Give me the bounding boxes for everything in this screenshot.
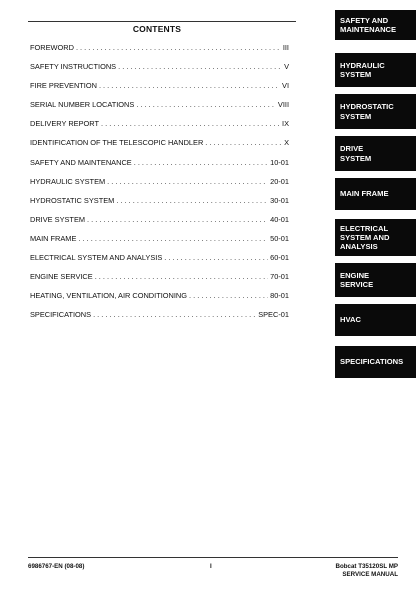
document-number: 6986767-EN (08-08) (28, 563, 85, 570)
toc-entry-page: VI (282, 81, 289, 91)
tab-main-frame[interactable]: MAIN FRAME (335, 178, 416, 210)
contents-heading: CONTENTS (132, 24, 182, 34)
tab-engine-service[interactable]: ENGINE SERVICE (335, 263, 416, 297)
toc-entry[interactable] (30, 215, 289, 234)
toc-entry-page: IX (282, 119, 289, 129)
toc-entry-page: X (284, 138, 289, 148)
toc-entry-title: MAIN FRAME (30, 233, 77, 243)
toc-entry-title: DELIVERY REPORT (30, 119, 100, 129)
toc-leader-dots (205, 138, 282, 147)
toc-leader-dots (78, 234, 268, 243)
toc-entry-page: 50-01 (270, 233, 289, 243)
toc-leader-dots (189, 291, 268, 300)
section-tabs (335, 0, 416, 589)
toc-leader-dots (164, 253, 268, 262)
toc-leader-dots (95, 272, 268, 281)
toc-entry-title: SERIAL NUMBER LOCATIONS (30, 100, 135, 110)
toc-entry-title: SPECIFICATIONS (30, 310, 92, 320)
toc-entry[interactable] (30, 81, 289, 100)
toc-leader-dots (118, 62, 282, 71)
toc-leader-dots (76, 43, 281, 52)
tab-hydraulic-system[interactable]: HYDRAULIC SYSTEM (335, 53, 416, 87)
toc-entry[interactable] (30, 310, 289, 329)
toc-entry-page: 70-01 (270, 272, 289, 282)
header-rule (28, 21, 296, 22)
toc-entry[interactable] (30, 177, 289, 196)
toc-leader-dots (136, 100, 276, 109)
toc-entry[interactable] (30, 234, 289, 253)
toc-entry-page: SPEC-01 (258, 310, 289, 320)
page-number: I (210, 563, 212, 570)
toc-entry-page: 20-01 (270, 176, 289, 186)
toc-entry-page: VIII (277, 100, 289, 110)
toc-entry-page: III (282, 43, 289, 52)
toc-entry-title: ELECTRICAL SYSTEM AND ANALYSIS (30, 253, 163, 263)
tab-electrical-system-and-analysis[interactable]: ELECTRICAL SYSTEM AND ANALYSIS (335, 219, 416, 256)
toc-entry[interactable] (30, 138, 289, 157)
toc-entry-title: HYDRAULIC SYSTEM (30, 176, 106, 186)
tab-drive-system[interactable]: DRIVE SYSTEM (335, 136, 416, 171)
toc-entry[interactable] (30, 62, 289, 81)
toc-entry-title: IDENTIFICATION OF THE TELESCOPIC HANDLER (30, 138, 204, 148)
toc-entry-title: FOREWORD (30, 43, 74, 52)
toc-entry-title: FIRE PREVENTION (30, 81, 97, 91)
toc-entry-page: 10-01 (270, 157, 289, 167)
toc-leader-dots (93, 310, 256, 319)
toc-entry[interactable] (30, 253, 289, 272)
toc-leader-dots (99, 81, 280, 90)
tab-hvac[interactable]: HVAC (335, 304, 416, 336)
table-of-contents (30, 43, 289, 329)
toc-entry-title: SAFETY AND MAINTENANCE (30, 157, 132, 167)
toc-entry-title: HEATING, VENTILATION, AIR CONDITIONING (30, 291, 187, 301)
footer-rule (28, 557, 398, 558)
toc-leader-dots (87, 215, 268, 224)
toc-leader-dots (107, 177, 268, 186)
toc-entry-page: 30-01 (270, 195, 289, 205)
toc-entry-title: SAFETY INSTRUCTIONS (30, 62, 117, 72)
toc-entry-page: V (284, 62, 289, 72)
toc-entry-page: 40-01 (270, 214, 289, 224)
toc-entry[interactable] (30, 291, 289, 310)
toc-entry[interactable] (30, 100, 289, 119)
toc-entry-page: 80-01 (270, 291, 289, 301)
toc-entry[interactable] (30, 43, 289, 62)
tab-hydrostatic-system[interactable]: HYDROSTATIC SYSTEM (335, 94, 416, 129)
toc-entry-page: 60-01 (270, 253, 289, 263)
toc-entry[interactable] (30, 158, 289, 177)
tab-safety-and-maintenance[interactable]: SAFETY AND MAINTENANCE (335, 10, 416, 40)
toc-entry-title: HYDROSTATIC SYSTEM (30, 195, 115, 205)
toc-entry[interactable] (30, 196, 289, 215)
toc-entry[interactable] (30, 272, 289, 291)
toc-entry-title: DRIVE SYSTEM (30, 214, 86, 224)
toc-leader-dots (116, 196, 268, 205)
toc-entry[interactable] (30, 119, 289, 138)
toc-leader-dots (101, 119, 280, 128)
manual-model: Bobcat T35120SL MP SERVICE MANUAL (335, 563, 398, 578)
tab-specifications[interactable]: SPECIFICATIONS (335, 346, 416, 378)
toc-entry-title: ENGINE SERVICE (30, 272, 93, 282)
toc-leader-dots (134, 158, 268, 167)
